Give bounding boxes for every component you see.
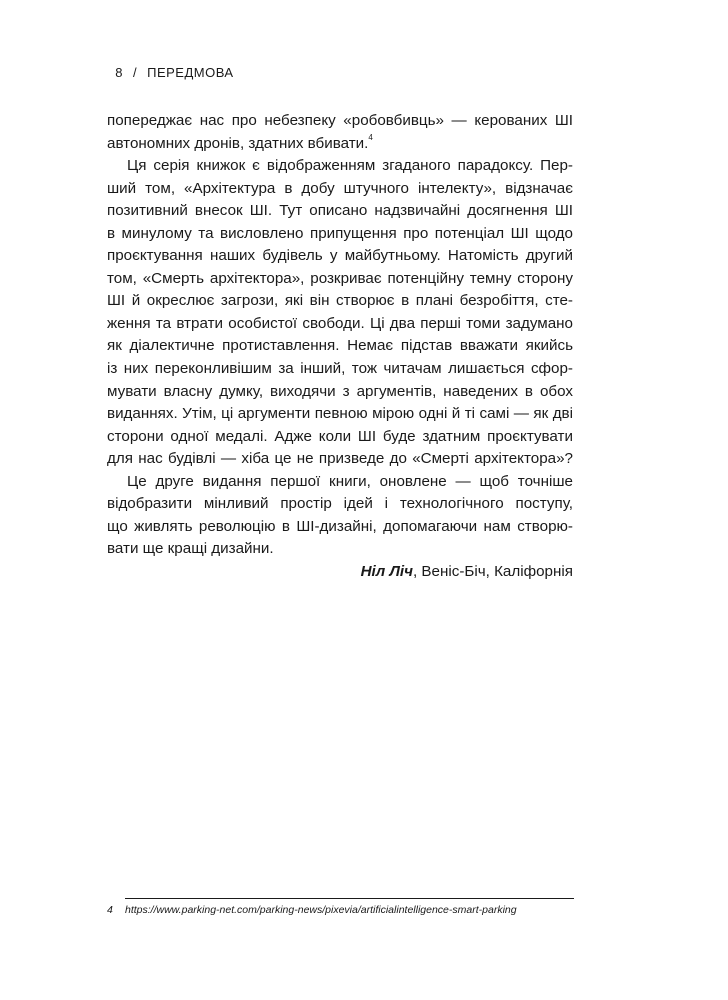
text-line: ження та втрати особистої свободи. Ці два перші томи задумано: [107, 314, 573, 332]
footnote-number: 4: [107, 904, 113, 916]
text-line: вати ще кращі дизайни.: [107, 540, 274, 558]
text-line: виданнях. Утім, ці аргументи певною мірою одні й ті самі — як дві: [107, 405, 573, 423]
text-line: відобразити мінливий простір ідей і технологічного поступу,: [107, 495, 573, 513]
text-line: Ця серія книжок є відображенням згаданого парадоксу. Пер-: [127, 157, 573, 175]
text-line: що живлять революцію в ШІ-дизайні, допомагаючи нам створю-: [107, 517, 573, 535]
text-line: для нас будівлі — хіба це не призведе до «Смерті архітектора»?: [107, 450, 573, 468]
body-text: [107, 110, 573, 583]
text-line: проєктування наших будівель у майбутньому. Натомість другий: [107, 247, 573, 265]
text-line: том, «Смерть архітектора», розкриває потенційну темну сторону: [107, 269, 573, 287]
footnote-divider: [125, 898, 574, 899]
text-line: як діалектичне протиставлення. Немає підстав вважати якийсь: [107, 337, 573, 355]
signature-place: , Веніс-Біч, Каліфорнія: [412, 562, 573, 580]
text-line: мувати власну думку, виходячи з аргументів, наведених в обох: [107, 382, 573, 400]
text-line: автономних дронів, здатних вбивати.$^4$: [107, 133, 373, 152]
text-line: Це друге видання першої книги, оновлене — щоб точніше: [127, 472, 573, 490]
text-line: попереджає нас про небезпеку «робовбивць» — керованих ШІ: [107, 112, 573, 129]
footnote: [107, 904, 517, 916]
signature: [107, 561, 573, 584]
text-line: ший том, «Архітектура в добу штучного інтелекту», відзначає: [107, 179, 573, 197]
text-line: позитивний внесок ШІ. Тут описано надзвичайні досягнення ШІ: [107, 202, 573, 220]
signature-author: Ніл Ліч: [360, 562, 413, 580]
footnote-reference[interactable]: 4: [368, 133, 373, 143]
text-line: ШІ й окреслює загрози, які він створює в плані безробіття, сте-: [107, 292, 573, 310]
running-head: [107, 50, 234, 80]
text-line: сторони одної медалі. Адже коли ШІ буде здатним проєктувати: [107, 427, 573, 445]
page-number: 8: [115, 65, 123, 80]
footnote-link[interactable]: https://www.parking-net.com/parking-news/pixevia/artificialintelligence-smart-parking: [125, 904, 517, 916]
section-title: ПЕРЕДМОВА: [147, 65, 234, 80]
text-line: в минулому та висловлено припущення про потенціал ШІ щодо: [107, 224, 573, 242]
text-line: із них переконливішим за інший, тож читачам лишається сфор-: [107, 360, 573, 378]
running-head-separator: /: [132, 65, 138, 80]
